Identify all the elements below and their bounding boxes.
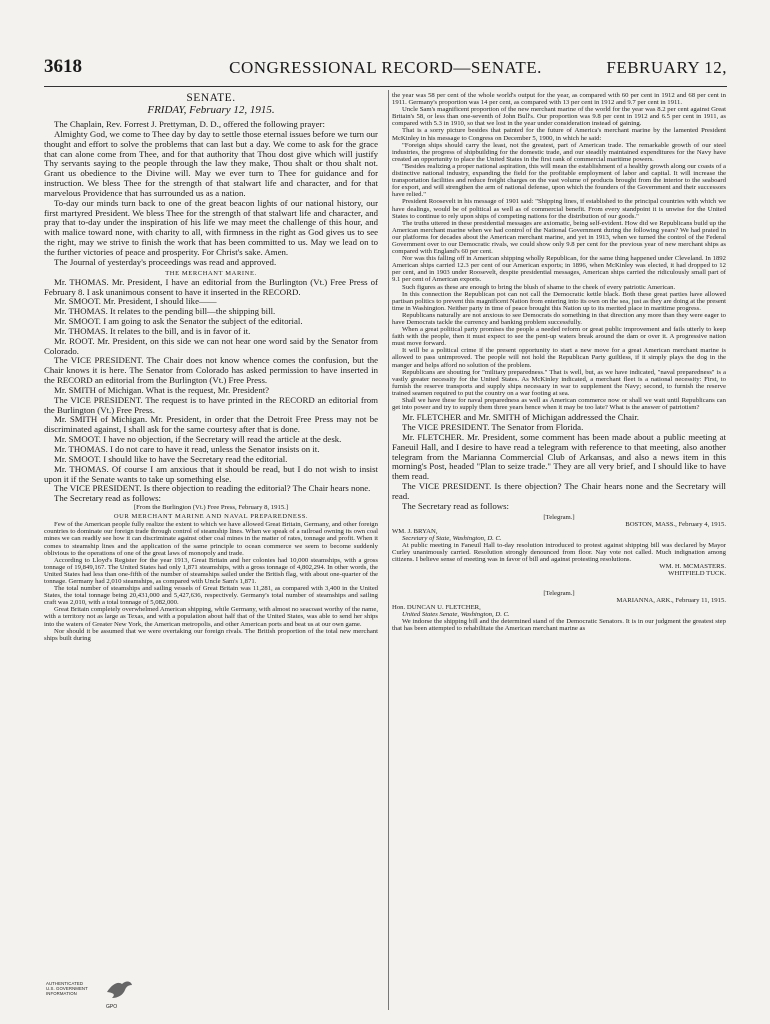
editorial-paragraph: Nor should it be assumed that we were overtaking our foreign rivals. The British proportion of the total new merchant ships built during [44,627,378,642]
telegram-recipient: WM. J. BRYAN, [392,527,438,535]
paragraph: Almighty God, we come to Thee day by day to settle those eternal issues before we turn our thought and effort to solve the problems that can last but a day. We come to ask for the grace that can alone come from Thee, and for that authority that Thou dost give which will justify Thy servants saying to the people through the law they make, Thou shalt or thou shalt not. Grant us obedience to the Divine will. May we ever turn to Thee for guidance and for instruction. We bless Thee for the strength of that stalwart life and character, and for that marvelous Providence that has surrounded us as a nation. [44,128,378,198]
debate-text [392,413,726,511]
gpo-label: GPO [106,1004,118,1010]
telegram-signature: WHITFIELD TUCK. [668,570,726,578]
speech: Mr. FLETCHER and Mr. SMITH of Michigan addressed the Chair. [402,412,639,423]
speech: Mr. FLETCHER. Mr. President, some comment has been made about a public meeting at Faneuil Hall, and I desire to have read a telegram with reference to that meeting, also another telegram from the Marianna Commercial Club of Arkansas, and also a news item in this morning's Post, headed "Plan to seize trade." They are all very brief, and I should like to have them read. [392,431,726,482]
editorial-paragraph: That is a sorry picture besides that painted for the future of America's merchant marine by the lamented President McKinley in his message to Congress on December 5, 1900, in which he said: [392,127,726,142]
telegram-label: [Telegram.] [543,513,575,521]
editorial-paragraph: Few of the American people fully realize the extent to which we have allowed Great Britain, Germany, and other foreign countries to dominate our foreign trade through control of steamship lines. When we speak of a railroad owning its own coal mines we can readily see how it can discriminate against other coal mines in the matter of rates, tonnage and profit. When it comes to steamship lines and the application of the same principle to ocean commerce we seem to become suddenly oblivious to the operations of one of the great laws of monopoly and trade. [44,521,378,557]
editorial-paragraph: "Besides realizing a proper national aspiration, this will mean the establishment of a healthy growth along our coasts of a distinctive national industry, expanding the field for the profitable employment of labor and capital. It will increase the transportation facilities and reduce freight charges on the vast volume of products brought from the interior to the seaboard for export, and will strengthen the arm of national defense, upon which the founders of the Government and their successors have relied." [392,162,726,199]
header-rule [44,86,727,87]
editorial-continued [392,92,726,411]
telegram-recipient: Hon. DUNCAN U. FLETCHER, [392,603,481,611]
left-column [44,92,378,1014]
speech: The VICE PRESIDENT. The request is to have printed in the RECORD an editorial from the Burlington (Vt.) Free Press. [44,394,378,415]
speech: The VICE PRESIDENT. Is there objection? The Chair hears none and the Secretary will read. [392,481,726,501]
page-header [44,56,727,82]
editorial-paragraph: It will be a political crime if the present opportunity to start a new move for a great American merchant marine is allowed to pass unimproved. The people will not hold the Republican Party guiltless, if it simply plays the dog in the manger and helps afford no solution of the problem. [392,347,726,369]
speech: Mr. THOMAS. It relates to the pending bill—the shipping bill. [54,306,276,317]
editorial-paragraph: Republicans naturally are not anxious to see Democrats do something in that direction any more than they were eager to have Democrats tackle the currency and banking problem successfully. [392,311,726,326]
gpo-authentication-seal [46,978,146,1016]
telegram-recipient-title: United States Senate, Washington, D. C. [402,610,510,618]
editorial-heading: OUR MERCHANT MARINE AND NAVAL PREPAREDNESS. [113,513,309,521]
editorial-paragraph: Great Britain completely overwhelmed American shipping, while Germany, with almost no seacoast worthy of the name, with a territory not as large as Texas, and with a population about half that of the United States, was able to send her ships into the waters of Greater New York, the American metropolis, and other American ports and beat us at our own game. [44,606,378,628]
editorial-paragraph: Shall we have these for naval preparedness as well as American commerce now or shall we wait until Republicans can get into power and try to supply them three years hence when it may be too late? What is the answer of patriotism? [392,397,726,412]
speech: Mr. SMOOT. Mr. President, I should like—— [54,296,217,307]
speech: Mr. SMITH of Michigan. Mr. President, in order that the Detroit Free Press may not be discriminated against, I shall ask for the same courtesy after that is done. [44,414,378,435]
editorial-paragraph: The total number of steamships and sailing vessels of Great Britain was 11,281, as compared with 3,400 in the United States, the total tonnage being 20,431,000 and 5,427,636, respectively. Germany's total number of steamships and sailing craft was 2,010, with a total tonnage of 5,082,000. [44,585,378,607]
debate-text [44,278,378,504]
editorial-text [44,504,378,642]
telegram-signature: WM. H. MCMASTERS. [659,563,726,571]
paragraph: To-day our minds turn back to one of the great beacon lights of our national history, our first martyred President. We bless Thee for the strength of that stalwart life and character, and pray that to-day under the inspiration of his life we may meet the challenge of this hour, and with malice toward none, with charity to all, with firmness in the right as God gives us to see the right, may we strive to finish the work that has been committed to us. May we lead on to the further victories of peace and prosperity. For Christ's sake. Amen. [44,197,378,257]
telegram-marianna [392,590,726,633]
speech: Mr. SMITH of Michigan. What is the request, Mr. President? [54,384,270,395]
speech: The VICE PRESIDENT. The Chair does not know whence comes the confusion, but the Chair knows it is here. The Senator from Colorado has asked permission to have inserted in the RECORD an editorial from the Burlington (Vt.) Free Press. [44,355,378,386]
column-divider [388,90,389,1010]
telegram-recipient-title: Secretary of State, Washington, D. C. [402,534,502,542]
speech: The Secretary read as follows: [402,500,509,511]
speech: Mr. ROOT. Mr. President, on this side we can not hear one word said by the Senator from Colorado. [44,335,378,356]
editorial-paragraph: President Roosevelt in his message of 1901 said: "Shipping lines, if established to the principal countries with which we have dealings, would be of political as well as of commercial benefit. From every standpoint it is unwise for the United States to continue to rely upon ships of competing nations for the distribution of our goods." [392,198,726,220]
telegram-boston [392,514,726,578]
seal-text [46,981,88,996]
speech: The VICE PRESIDENT. The Senator from Florida. [402,422,584,433]
editorial-paragraph: "Foreign ships should carry the least, not the greatest, part of American trade. The remarkable growth of our steel industries, the progress of shipbuilding for the domestic trade, and our steadily maintained expenditures for the Navy have created an opportunity to place the United States in the first rank of commercial maritime powers. [392,141,726,163]
page-number: 3618 [44,56,82,77]
session-date: FRIDAY, February 12, 1915. [147,104,275,116]
editorial-paragraph: the year was 58 per cent of the whole world's output for the year, as compared with 60 per cent in 1912 and 68 per cent in 1911. Germany's proportion was 14 per cent, as compared with 13 per cent in 1912 and 9.7 per cent in 1911. [392,92,726,107]
right-column [392,92,726,1014]
speech: Mr. THOMAS. Of course I am anxious that it should be read, but I do not wish to insist upon it if the Senate wants to take up something else. [44,463,378,484]
paragraph: The Journal of yesterday's proceedings was read and approved. [54,256,277,267]
editorial-paragraph: Republicans are shouting for "military preparedness." That is well, but, as we have indicated, "naval preparedness" is a vastly greater necessity for the United States. As McKinley indicated, a merchant fleet is a national necessity: First, to furnish the reserve transports and supply ships necessary in war to supplement the Navy; second, to furnish the reserve trained seamen required to put the country on a war footing at sea. [392,368,726,397]
header-date: FEBRUARY 12, [606,58,727,77]
journal-title: CONGRESSIONAL RECORD—SENATE. [229,58,542,77]
seal-line: AUTHENTICATED [46,981,84,986]
speech: The Secretary read as follows: [54,493,161,504]
speech: Mr. THOMAS. It relates to the bill, and is in favor of it. [54,325,251,336]
telegram-body: We indorse the shipping bill and the determined stand of the Democratic Senators. It is in our judgment the greatest step that has been attempted to rehabilitate the American merchant marine as [392,617,726,632]
paragraph: The Chaplain, Rev. Forrest J. Prettyman, D. D., offered the following prayer: [54,119,325,129]
editorial-paragraph: When a great political party promises the people a needed reform or great public improvement and fails utterly to keep faith with the people, then it must expect to see the pent-up waters break around the dam or over it. A progressive nation must move forward. [392,326,726,348]
seal-line: INFORMATION [46,991,77,996]
speech: Mr. SMOOT. I have no objection, if the Secretary will read the article at the desk. [54,434,342,445]
editorial-paragraph: The truths uttered in these presidential messages are axiomatic, being self-evident. How did we Republicans build up the American merchant marine when we had control of the National Government during the following years? We had prated in our platforms for decades about the American merchant marine, and yet in 1913, when we turned the control of the Federal Government over to our Democratic rivals, we could show only 9.8 per cent for the previous year of new merchant ships as compared with England's 60 per cent. [392,219,726,256]
section-heading: THE MERCHANT MARINE. [165,269,257,277]
telegram-place-date: BOSTON, MASS., February 4, 1915. [625,520,726,528]
chamber-heading: SENATE. [186,92,236,104]
eagle-icon [104,978,134,1004]
editorial-source: [From the Burlington (Vt.) Free Press, February 8, 1915.] [133,504,289,512]
speech: The VICE PRESIDENT. Is there objection to reading the editorial? The Chair hears none. [54,483,371,494]
editorial-paragraph: Nor was this falling off in American shipping wholly Republican, for the same thing happened under Cleveland. In 1892 American ships carried 12.3 per cent of our American exports; in 1896, when McKinley was elected, it had dropped to 12 per cent, and in 1903 under Roosevelt, despite presidential messages, American ships carried the ridiculously small part of 9.1 per cent of American exports. [392,255,726,284]
editorial-paragraph: Such figures as these are enough to bring the blush of shame to the cheek of every patriotic American. [402,283,676,291]
telegram-body: At public meeting in Faneuil Hall to-day resolution introduced to protest against shipping bill was declared by Mayor Curley unanimously carried. Resolution strongly denounced from floor. Nay vote not called. Much indignation among citizens. I believe sense of meeting was in favor of bill and against protesting resolutions. [392,542,726,564]
opening-text [44,120,378,268]
seal-line: U.S. GOVERNMENT [46,986,88,991]
telegram-label: [Telegram.] [543,589,575,597]
editorial-paragraph: According to Lloyd's Register for the year 1913, Great Britain and her colonies had 10,000 steamships, with a gross tonnage of 19,849,167. The United States had only 1,871 steamships, with a gross tonnage of 4,802,294. In other words, the United States had less than one-fifth of the number of steamships sailed under the British flag, with about one-quarter of the tonnage. Germany had 2,010 steamships, as compared with Uncle Sam's 1,871. [44,556,378,585]
speech: Mr. SMOOT. I am going to ask the Senator the subject of the editorial. [54,316,303,327]
speech: Mr. THOMAS. I do not care to have it read, unless the Senator insists on it. [54,444,320,454]
editorial-paragraph: In this connection the Republican pot can not call the Democratic kettle black. Both these great parties have allowed partisan politics to prevent this magnificent Nation from entering into its own on the sea, just as they are doing at the present time in Washington. Neither party in time of peace brought this Nation up to its merited place in maritime progress. [392,290,726,312]
speech: Mr. THOMAS. Mr. President, I have an editorial from the Burlington (Vt.) Free Press of February 8. I ask unanimous consent to have it inserted in the RECORD. [44,276,378,297]
editorial-paragraph: Uncle Sam's magnificent proportion of the new merchant marine of the world for the year was 8.2 per cent against Great Britain's 58, or less than one-seventh of John Bull's. Our proportion was 9.8 per cent in 1912 and 6.5 per cent in 1911, as compared with 5.3 in 1910, so that we lost in the year under consideration instead of gaining. [392,106,726,128]
telegram-place-date: MARIANNA, ARK., February 11, 1915. [616,596,726,604]
speech: Mr. SMOOT. I should like to have the Secretary read the editorial. [54,453,288,464]
